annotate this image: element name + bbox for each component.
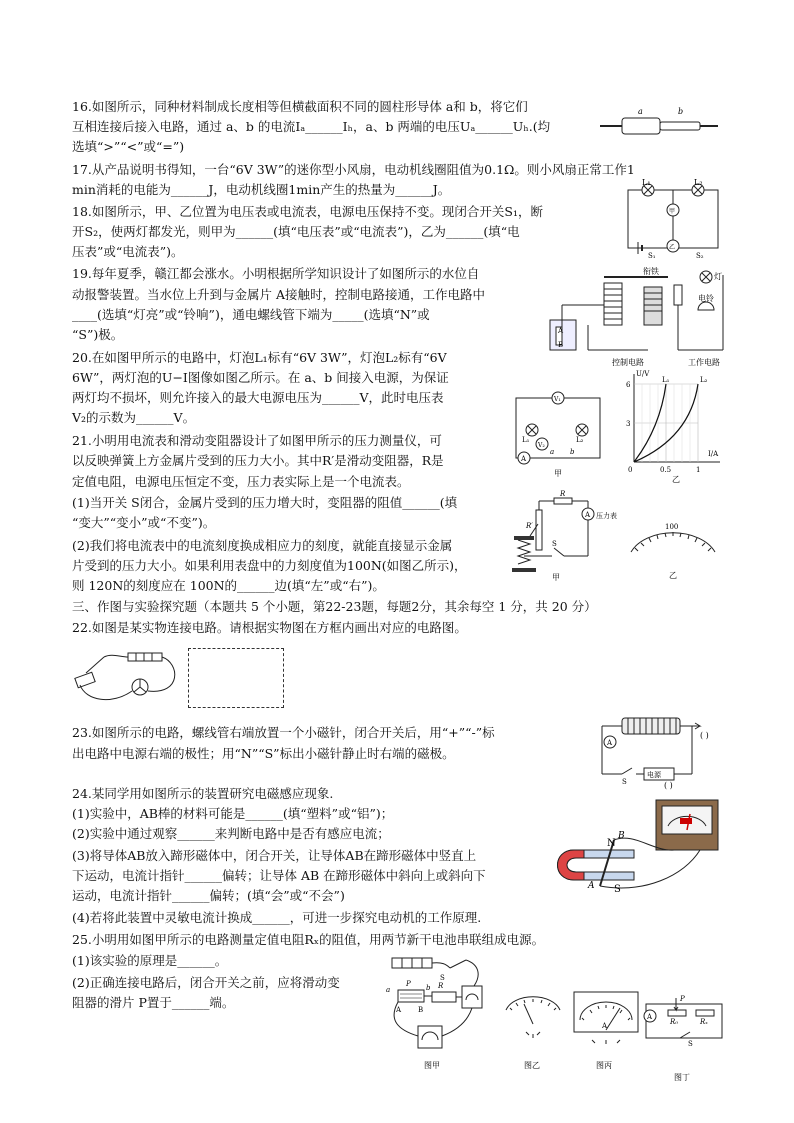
svg-text:甲: 甲 xyxy=(554,469,562,478)
q20-line-4: V₂的示数为______V。 xyxy=(72,410,196,425)
svg-text:B: B xyxy=(618,831,625,841)
svg-text:( ): ( ) xyxy=(664,781,673,790)
svg-text:L₁: L₁ xyxy=(522,436,530,444)
q17-line-1: 17.从产品说明书得知，一台“6V 3W”的迷你型小风扇，电动机线圈阻值为0.1Ω。则小风扇正常工作1 xyxy=(72,162,635,177)
q20-line-1: 20.在如图甲所示的电路中，灯泡L₁标有“6V 3W”，灯泡L₂标有“6V xyxy=(72,350,447,365)
svg-text:灯: 灯 xyxy=(714,272,722,281)
q19-line-1: 19.每年夏季，赣江都会涨水。小明根据所学知识设计了如图所示的水位自 xyxy=(72,266,480,281)
svg-text:0: 0 xyxy=(628,466,633,474)
q25-meter-tubing xyxy=(572,990,640,1070)
q20-line-3: 两灯均不损坏，则允许接入的最大电源电压为______V，此时电压表 xyxy=(72,390,444,405)
svg-text:b: b xyxy=(570,448,575,456)
q25-line-3: (2)正确连接电路后，闭合开关之前，应将滑动变 xyxy=(72,975,340,990)
q20-circuit-jia xyxy=(512,390,604,480)
q24-line-3: (2)实验中通过观察______来判断电路中是否有感应电流； xyxy=(72,826,390,841)
q19-line-3: ____(选填“灯亮”或“铃响”)，通电螺线管下端为_____(选填“N”或 xyxy=(72,307,430,322)
q21-line-8: 则 120N的刻度应在 100N的______边(填“左”或“右”)。 xyxy=(72,578,385,593)
svg-text:P: P xyxy=(680,995,685,1003)
q25-line-4: 阻器的滑片 P置于______端。 xyxy=(72,995,235,1010)
q18-line-1: 18.如图所示，甲、乙位置为电压表或电流表，电源电压保持不变。现闭合开关S₁，断 xyxy=(72,204,543,219)
svg-text:图乙: 图乙 xyxy=(524,1061,540,1070)
svg-text:A: A xyxy=(558,327,564,335)
q21-pressure-gauge-jia xyxy=(508,490,618,582)
svg-text:A: A xyxy=(647,1013,653,1021)
svg-text:甲: 甲 xyxy=(669,208,676,215)
svg-text:A: A xyxy=(521,455,527,463)
svg-text:S₂: S₂ xyxy=(696,252,704,260)
q23-line-1: 23.如图所示的电路，螺线管右端放置一个小磁针，闭合开关后，用“+”“-”标 xyxy=(72,725,495,740)
svg-text:Rₓ: Rₓ xyxy=(700,1018,708,1026)
q20-uv-graph-yi xyxy=(620,368,730,484)
svg-text:a: a xyxy=(386,986,391,994)
svg-text:100: 100 xyxy=(665,523,679,531)
svg-text:N: N xyxy=(607,838,616,849)
svg-text:电铃: 电铃 xyxy=(698,294,714,303)
svg-text:3: 3 xyxy=(626,420,631,428)
svg-text:工作电路: 工作电路 xyxy=(688,358,720,367)
q24-line-7: (4)若将此装置中灵敏电流计换成______，可进一步探究电动机的工作原理. xyxy=(72,910,482,925)
svg-text:0.5: 0.5 xyxy=(660,466,672,474)
svg-text:乙: 乙 xyxy=(672,475,680,484)
svg-text:L₂: L₂ xyxy=(694,178,703,187)
q25-line-2: (1)该实验的原理是______。 xyxy=(72,953,228,968)
q19-alarm-figure xyxy=(548,265,728,370)
svg-text:S₁: S₁ xyxy=(648,252,656,260)
q24-line-4: (3)将导体AB放入蹄形磁体中，闭合开关，让导体AB在蹄形磁体中竖直上 xyxy=(72,848,477,863)
svg-text:图丙: 图丙 xyxy=(596,1061,612,1070)
svg-text:S: S xyxy=(614,884,621,895)
section-3-heading: 三、作图与实验探究题（本题共 5 个小题，第22-23题，每题2分，其余每空 1 分，共 20 分） xyxy=(72,599,597,614)
q25-physical-circuit-tujia xyxy=(378,950,498,1070)
svg-text:( ): ( ) xyxy=(700,731,709,740)
q19-line-4: “S”)极。 xyxy=(72,327,124,342)
q24-line-6: 运动，电流计指针______偏转；(填“会”或“不会”) xyxy=(72,888,345,903)
q16-line-3: 选填“>”“<”或“=”) xyxy=(72,139,185,154)
svg-text:I/A: I/A xyxy=(708,450,719,458)
q21-line-6: (2)我们将电流表中的电流刻度换成相应力的刻度，就能直接显示金属 xyxy=(72,538,453,553)
svg-text:S: S xyxy=(622,778,627,786)
svg-text:甲: 甲 xyxy=(552,573,560,582)
q21-line-5: “变大”“变小”或“不变”)。 xyxy=(72,515,216,530)
svg-text:U/V: U/V xyxy=(636,370,650,378)
svg-text:乙: 乙 xyxy=(669,244,676,251)
svg-text:S: S xyxy=(688,1040,693,1048)
q25-meter-tuyi xyxy=(502,988,564,1070)
q22-line-1: 22.如图是某实物连接电路。请根据实物图在方框内画出对应的电路图。 xyxy=(72,620,467,635)
q21-line-3: 定值电阻，电源电压恒定不变，压力表实际上是一个电流表。 xyxy=(72,474,410,489)
q21-line-4: (1)当开关 S闭合，金属片受到的压力增大时，变阻器的阻值______(填 xyxy=(72,495,458,510)
svg-text:P: P xyxy=(406,980,411,988)
svg-text:V₁: V₁ xyxy=(554,396,561,403)
q19-line-2: 动报警装置。当水位上升到与金属片 A接触时，控制电路接通，工作电路中 xyxy=(72,287,486,302)
svg-text:R: R xyxy=(438,982,444,990)
q25-line-1: 25.小明用如图甲所示的电路测量定值电阻Rₓ的阻值，用两节新干电池串联组成电源。 xyxy=(72,932,545,947)
svg-text:V₂: V₂ xyxy=(538,442,545,449)
svg-text:S: S xyxy=(552,540,557,548)
q16-line-1: 16.如图所示，同种材料制成长度相等但横截面积不同的圆柱形导体 a和 b，将它们 xyxy=(72,99,528,114)
svg-text:乙: 乙 xyxy=(669,571,677,580)
svg-text:b: b xyxy=(426,984,431,992)
q20-line-2: 6W”，两灯泡的U−I图像如图乙所示。在 a、b 间接入电源，为保证 xyxy=(72,370,449,385)
q18-circuit-figure xyxy=(618,180,728,260)
svg-text:图丁: 图丁 xyxy=(674,1073,690,1082)
svg-text:A: A xyxy=(607,739,613,747)
q16-fig-b: b xyxy=(678,107,684,116)
svg-text:a: a xyxy=(550,448,555,456)
svg-text:6: 6 xyxy=(626,381,631,389)
svg-text:L₁: L₁ xyxy=(662,376,670,384)
svg-text:控制电路: 控制电路 xyxy=(612,358,644,367)
q22-physical-circuit xyxy=(72,645,188,711)
svg-text:L₁: L₁ xyxy=(642,178,651,187)
q21-line-7: 片受到的压力大小。如果利用表盘中的力刻度值为100N(如图乙所示)， xyxy=(72,558,467,573)
svg-text:B: B xyxy=(418,1006,424,1014)
q23-solenoid-figure xyxy=(592,706,732,790)
q21-line-2: 以反映弹簧上方金属片受到的压力大小。其中R′是滑动变阻器，R是 xyxy=(72,453,444,468)
q17-line-2: min消耗的电能为______J，电动机线圈1min产生的热量为______J。 xyxy=(72,182,451,197)
q22-answer-box[interactable] xyxy=(188,648,284,708)
q18-line-3: 压表”或“电流表”)。 xyxy=(72,244,184,259)
svg-text:A: A xyxy=(585,511,591,519)
svg-text:A: A xyxy=(396,1006,402,1014)
q21-line-1: 21.小明用电流表和滑动变阻器设计了如图甲所示的压力测量仪，可 xyxy=(72,433,442,448)
q16-line-2: 互相连接后接入电路，通过 a、b 的电流Iₐ______Iₕ，a、b 两端的电压Uₐ______Uₕ.(均 xyxy=(72,119,551,134)
svg-text:衔铁: 衔铁 xyxy=(643,267,659,276)
q24-line-2: (1)实验中，AB棒的材料可能是______(填“塑料”或“铝”)； xyxy=(72,806,394,821)
q23-line-2: 出电路中电源右端的极性；用“N”“S”标出小磁针静止时右端的磁极。 xyxy=(72,746,455,761)
svg-text:R: R xyxy=(560,490,566,498)
svg-text:R′: R′ xyxy=(526,522,533,530)
svg-text:压力表: 压力表 xyxy=(596,512,617,520)
svg-text:图甲: 图甲 xyxy=(424,1061,440,1070)
q21-dial-yi xyxy=(625,520,721,582)
q16-fig-a: a xyxy=(638,107,643,116)
svg-text:1: 1 xyxy=(696,466,701,474)
q18-line-2: 开S₂，使两灯都发光，则甲为______(填“电压表”或“电流表”)，乙为______(填“电 xyxy=(72,224,520,239)
q24-induction-figure xyxy=(544,796,724,896)
svg-text:电源: 电源 xyxy=(647,771,661,779)
q24-line-5: 下运动，电流计指针______偏转；让导体 AB 在蹄形磁体中斜向上或斜向下 xyxy=(72,868,486,883)
q24-line-1: 24.某同学用如图所示的装置研究电磁感应现象. xyxy=(72,786,334,801)
svg-text:B: B xyxy=(558,341,564,349)
svg-text:R₀: R₀ xyxy=(670,1018,679,1026)
svg-text:L₂: L₂ xyxy=(700,376,708,384)
svg-text:A: A xyxy=(602,1022,608,1030)
q16-conductor-figure xyxy=(600,104,720,144)
svg-text:S: S xyxy=(440,974,445,982)
q25-circuit-tuding xyxy=(640,994,730,1082)
svg-text:A: A xyxy=(588,881,595,891)
svg-text:L₂: L₂ xyxy=(576,436,584,444)
